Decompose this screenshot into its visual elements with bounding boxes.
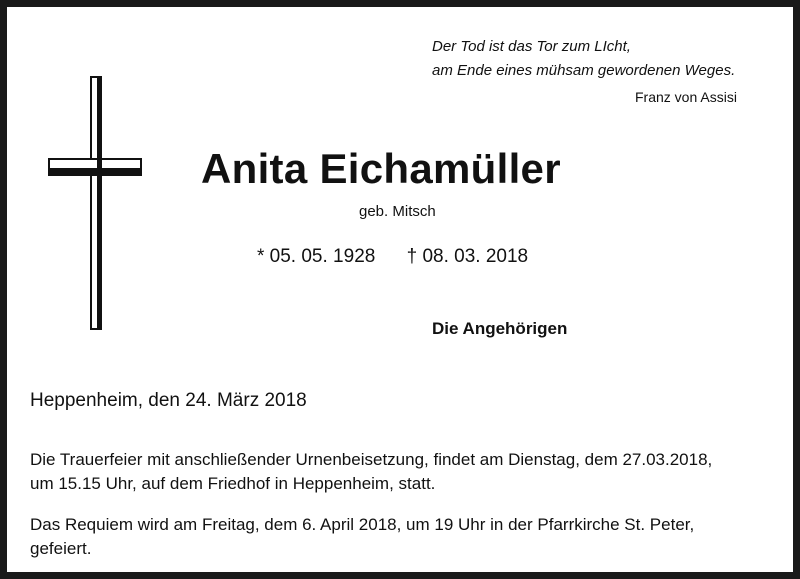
epigraph-quote [432, 35, 792, 83]
paragraph-line: Das Requiem wird am Freitag, dem 6. April 2018, um 19 Uhr in der Pfarrkirche St. Peter, [30, 515, 695, 534]
paragraph-line: Die Trauerfeier mit anschließender Urnenbeisetzung, findet am Dienstag, dem 27.03.2018, [30, 450, 713, 469]
funeral-service-paragraph [30, 448, 780, 496]
quote-line-1: Der Tod ist das Tor zum LIcht, [432, 38, 631, 55]
place-and-date: Heppenheim, den 24. März 2018 [30, 390, 307, 411]
signed-by: Die Angehörigen [432, 319, 568, 338]
death-date: † 08. 03. 2018 [406, 246, 529, 267]
latin-cross-icon [47, 75, 143, 331]
requiem-paragraph [30, 513, 780, 561]
quote-line-2: am Ende eines mühsam gewordenen Weges. [432, 62, 736, 79]
maiden-name: geb. Mitsch [359, 203, 436, 220]
birth-date: * 05. 05. 1928 [257, 246, 376, 267]
quote-author: Franz von Assisi [635, 89, 737, 105]
deceased-name: Anita Eichamüller [201, 145, 561, 192]
paragraph-line: gefeiert. [30, 539, 92, 558]
paragraph-line: um 15.15 Uhr, auf dem Friedhof in Heppenheim, statt. [30, 474, 436, 493]
life-dates [257, 246, 528, 268]
